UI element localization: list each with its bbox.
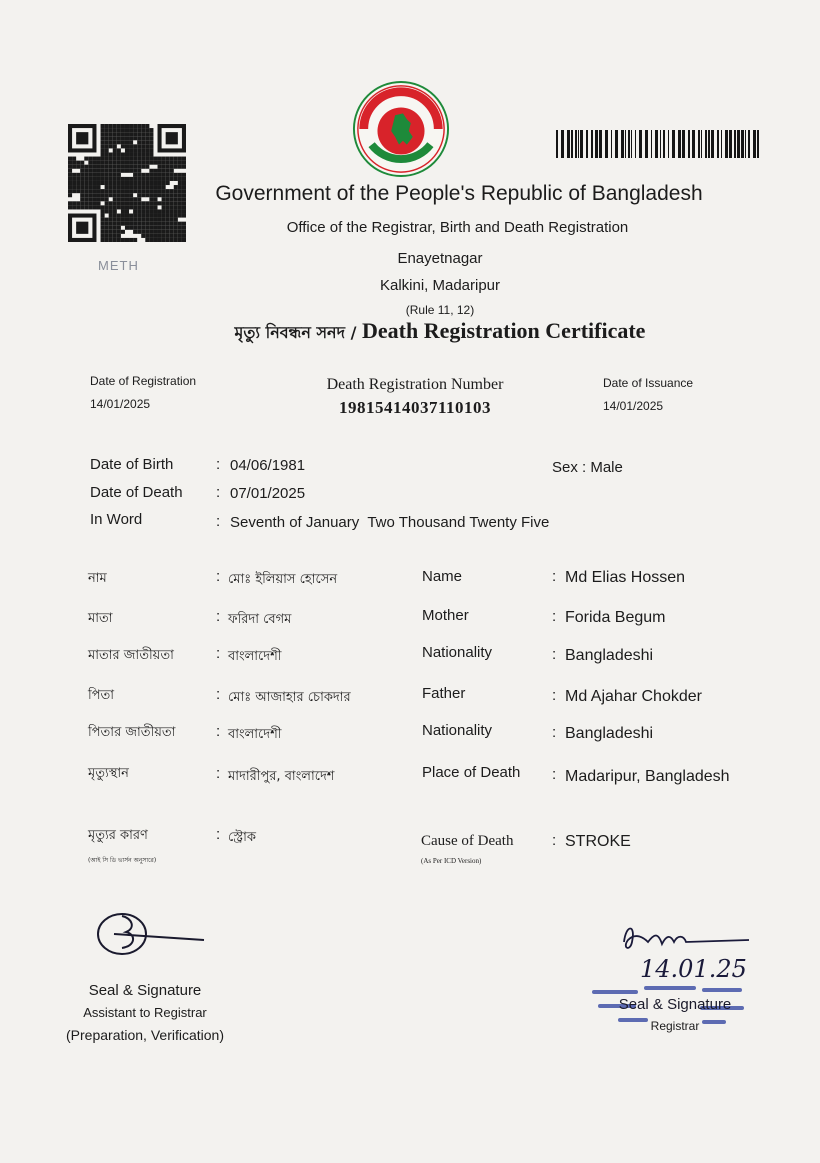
mother-bn-colon: : [216, 608, 221, 625]
mother-colon: : [552, 608, 557, 625]
dod-value: 07/01/2025 [230, 485, 306, 502]
rule-reference: (Rule 11, 12) [405, 303, 475, 317]
cause-bn-value: স্ট্রোক [228, 830, 256, 845]
mother-bn-value: ফরিদা বেগম [228, 612, 292, 627]
registrar-signature-mark [614, 918, 754, 958]
registration-number-label: Death Registration Number [326, 376, 504, 393]
place-label: Place of Death [422, 764, 521, 781]
right-role-label: Registrar [650, 1019, 700, 1033]
mother-nationality-bn-value: বাংলাদেশী [228, 649, 282, 664]
government-seal-icon [352, 80, 450, 178]
place-bn-label: মৃত্যুস্থান [88, 766, 129, 781]
father-bn-colon: : [216, 686, 221, 703]
dob-colon: : [216, 456, 221, 473]
cause-bn-colon: : [216, 826, 221, 843]
cause-colon: : [552, 832, 557, 849]
father-nationality-bn-value: বাংলাদেশী [228, 727, 282, 742]
date-of-issuance-label: Date of Issuance [603, 376, 694, 390]
place-value: Madaripur, Bangladesh [565, 768, 730, 785]
father-nationality-bn-label: পিতার জাতীয়তা [88, 725, 176, 740]
father-nationality-label: Nationality [422, 722, 493, 739]
government-title: Government of the People's Republic of Bangladesh [215, 182, 703, 205]
left-seal-label: Seal & Signature [88, 982, 202, 999]
father-nationality-bn-colon: : [216, 723, 221, 740]
father-nationality-value: Bangladeshi [565, 725, 654, 742]
father-nationality-colon: : [552, 724, 557, 741]
office-title: Office of the Registrar, Birth and Death Registration [286, 219, 629, 236]
mother-nationality-value: Bangladeshi [565, 647, 654, 664]
certificate-title [190, 318, 690, 347]
dob-value: 04/06/1981 [230, 457, 306, 474]
name-bn-value: মোঃ ইলিয়াস হোসেন [228, 572, 338, 587]
name-colon: : [552, 568, 557, 585]
sex-value: Sex : Male [552, 459, 623, 476]
name-bn-label: নাম [88, 571, 107, 586]
mother-nationality-colon: : [552, 646, 557, 663]
certificate-title-en: Death Registration Certificate [361, 318, 646, 343]
mother-nationality-bn-label: মাতার জাতীয়তা [88, 648, 174, 663]
qr-caption: METH [98, 258, 139, 273]
place-bn-colon: : [216, 765, 221, 782]
left-sub-label: (Preparation, Verification) [66, 1027, 224, 1043]
dod-label: Date of Death [90, 484, 183, 501]
left-role-label: Assistant to Registrar [83, 1005, 207, 1020]
dob-label: Date of Birth [90, 456, 174, 473]
father-colon: : [552, 687, 557, 704]
registration-number-value: 19815414037110103 [338, 398, 492, 417]
cause-bn-note: (আই সি ডি ভার্সন অনুসারে) [88, 857, 157, 864]
mother-nationality-label: Nationality [422, 644, 493, 661]
date-of-issuance-value: 14/01/2025 [603, 399, 664, 413]
in-word-label: In Word [90, 511, 143, 528]
barcode [556, 130, 764, 158]
name-bn-colon: : [216, 568, 221, 585]
right-seal-label: Seal & Signature [618, 996, 732, 1013]
cause-bn-label: মৃত্যুর কারণ [88, 828, 148, 843]
cause-label: Cause of Death [421, 833, 514, 849]
name-value: Md Elias Hossen [565, 569, 686, 586]
cause-value: STROKE [565, 833, 631, 850]
father-value: Md Ajahar Chokder [565, 688, 702, 705]
cause-note: (As Per ICD Version) [421, 857, 482, 865]
in-word-colon: : [216, 513, 221, 530]
mother-bn-label: মাতা [88, 611, 113, 626]
dod-colon: : [216, 484, 221, 501]
union-name: Enayetnagar [397, 250, 483, 267]
mother-value: Forida Begum [565, 609, 666, 626]
location-name: Kalkini, Madaripur [379, 277, 501, 294]
assistant-signature-mark [92, 904, 212, 960]
date-of-registration-label: Date of Registration [90, 374, 197, 388]
mother-nationality-bn-colon: : [216, 645, 221, 662]
place-colon: : [552, 766, 557, 783]
qr-code [68, 124, 186, 242]
father-bn-value: মোঃ আজাহার চোকদার [228, 690, 351, 705]
in-word-value: Seventh of January Two Thousand Twenty Five [230, 514, 550, 531]
certificate-title-bn: মৃত্যু নিবন্ধন সনদ / [234, 323, 362, 342]
father-label: Father [422, 685, 466, 702]
name-label: Name [422, 568, 463, 585]
date-of-registration-value: 14/01/2025 [90, 397, 151, 411]
father-bn-label: পিতা [88, 688, 115, 703]
registrar-signed-date: 14.01.25 [640, 955, 747, 983]
place-bn-value: মাদারীপুর, বাংলাদেশ [228, 769, 335, 784]
mother-label: Mother [422, 607, 469, 624]
